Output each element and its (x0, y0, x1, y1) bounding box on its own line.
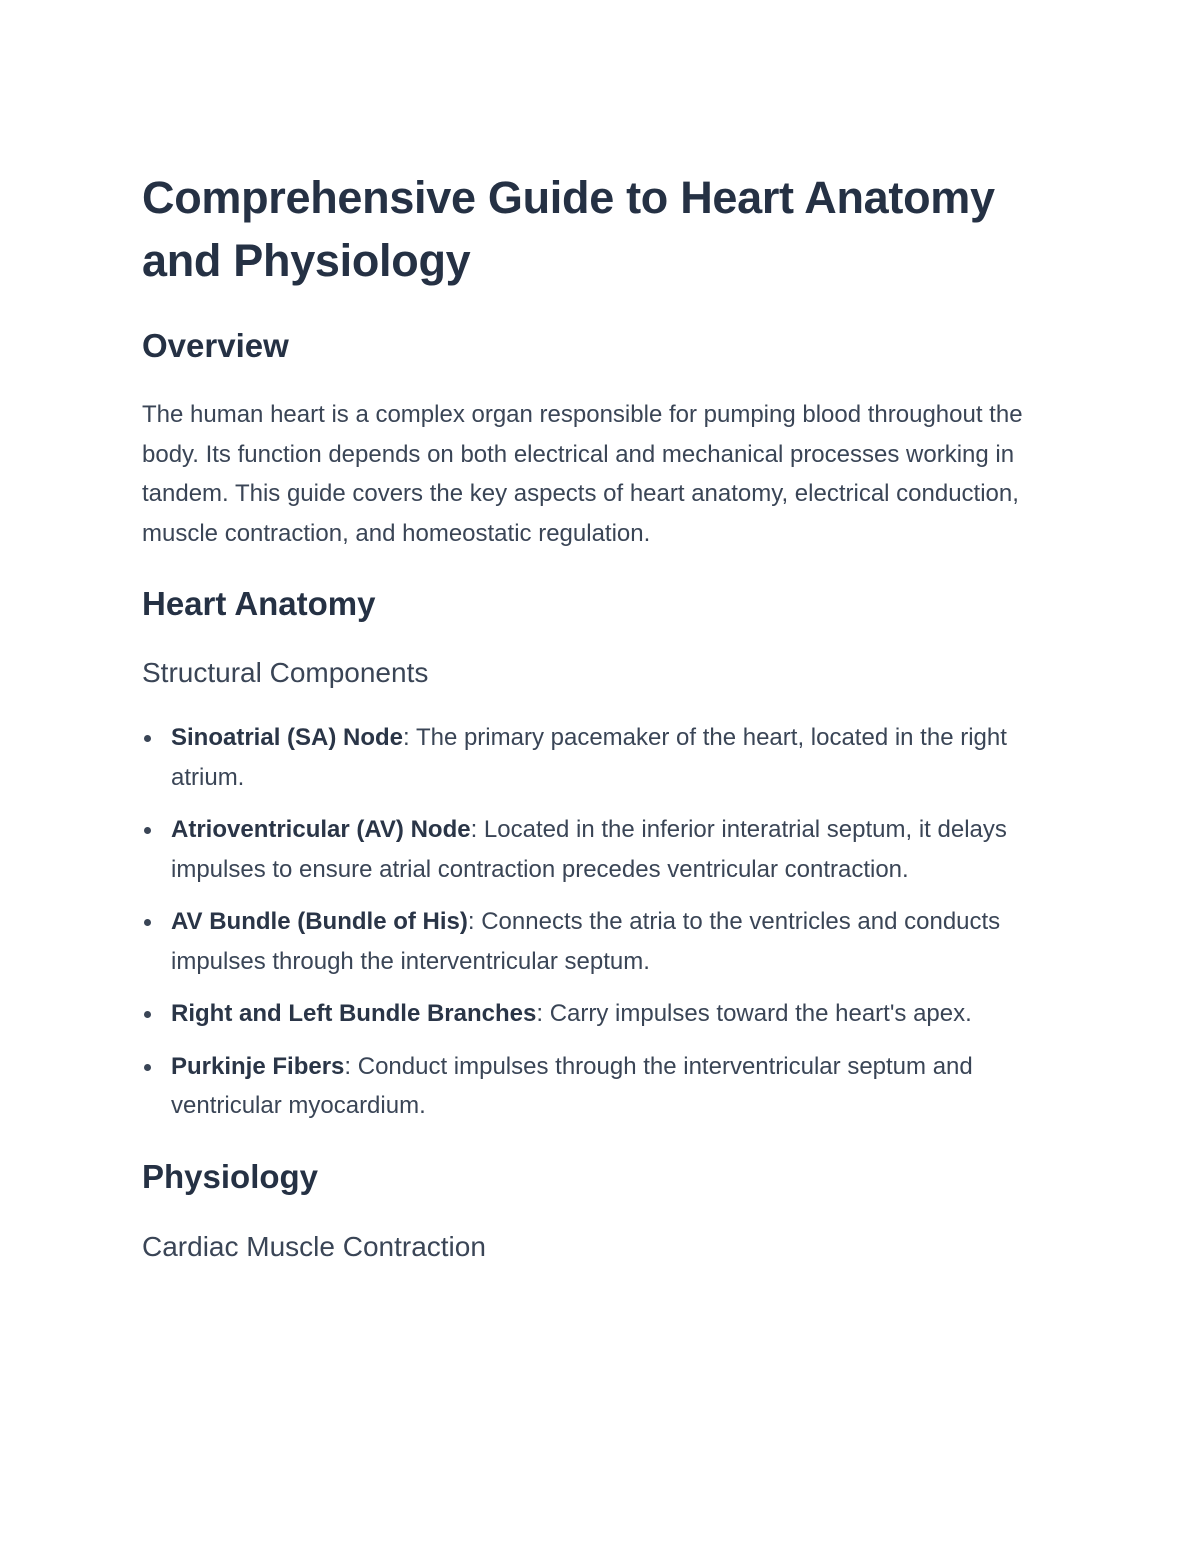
list-item-purkinje-fibers (142, 1047, 1062, 1126)
item-description: Carry impulses toward the heart's apex. (543, 1000, 972, 1027)
item-term: AV Bundle (Bundle of His) (171, 908, 468, 935)
item-term: Atrioventricular (AV) Node (171, 816, 471, 843)
document-page (142, 166, 1062, 1265)
item-term: Sinoatrial (SA) Node (171, 724, 404, 751)
item-separator: : (536, 1000, 544, 1027)
bullet-icon (144, 1064, 151, 1071)
item-description: Located in the inferior interatrial septum, it delays impulses to ensure atrial contraction precedes ventricular contraction. (171, 816, 1007, 883)
item-separator: : (470, 816, 478, 843)
bullet-icon (144, 919, 151, 926)
bullet-icon (144, 827, 151, 834)
item-term: Right and Left Bundle Branches (171, 1000, 537, 1027)
item-description: The primary pacemaker of the heart, located in the right atrium. (171, 724, 1007, 791)
list-item-av-node (142, 810, 1062, 889)
heart-anatomy-heading: Heart Anatomy (142, 585, 376, 622)
list-item-bundle-branches (142, 994, 1062, 1034)
physiology-heading: Physiology (142, 1157, 319, 1195)
list-item-sa-node (142, 718, 1062, 797)
bullet-icon (144, 1011, 151, 1018)
structural-components-list (142, 718, 1062, 1126)
bullet-icon (144, 735, 151, 742)
structural-components-subheading: Structural Components (142, 657, 429, 688)
page-title: Comprehensive Guide to Heart Anatomy and Physiology (142, 172, 995, 286)
cardiac-muscle-contraction-subheading: Cardiac Muscle Contraction (142, 1230, 486, 1262)
list-item-av-bundle (142, 902, 1062, 981)
item-separator: : (344, 1052, 352, 1080)
overview-heading: Overview (142, 327, 289, 364)
item-term: Purkinje Fibers (171, 1052, 345, 1080)
item-description: Connects the atria to the ventricles and conducts impulses through the interventricular septum. (171, 908, 1001, 975)
item-separator: : (403, 724, 410, 751)
overview-paragraph: The human heart is a complex organ responsible for pumping blood throughout the body. Its function depends on both electrical and mechanical processes working in tandem. This guide covers the key aspects of heart anatomy, electrical conduction, muscle contraction, and homeostatic regulation. (142, 401, 1023, 547)
item-description: Conduct impulses through the interventricular septum and ventricular myocardium. (171, 1052, 973, 1119)
item-separator: : (467, 908, 475, 935)
